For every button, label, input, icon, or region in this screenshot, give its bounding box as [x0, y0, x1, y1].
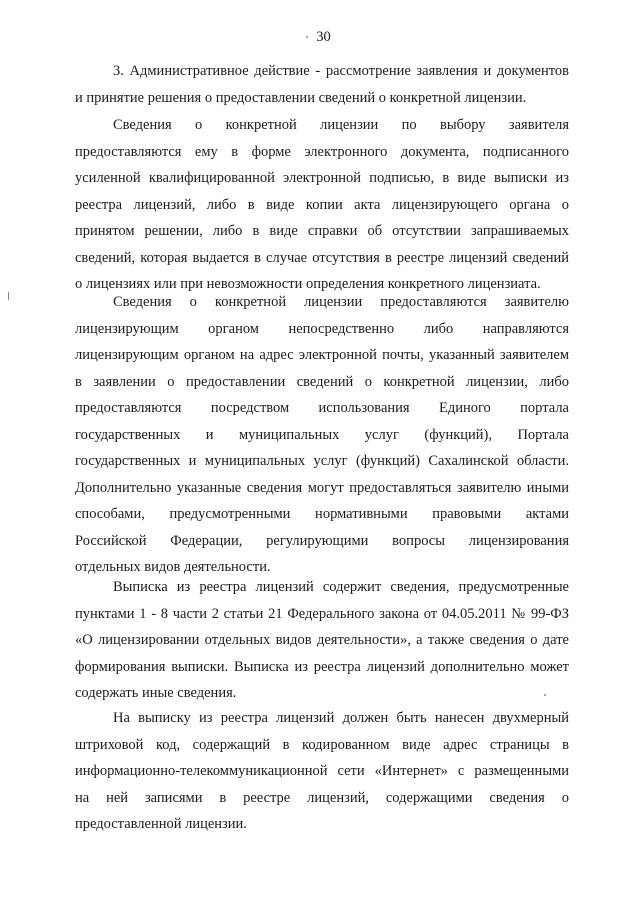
text-line: в заявлении о предоставлении сведений о конкретной лицензии, либо [75, 373, 569, 390]
page-number: 30 [316, 29, 331, 45]
text-line: на ней записями в реестре лицензий, содержащими сведения о [75, 789, 569, 806]
text-line: усиленной квалифицированной электронной подписью, в виде выписки из [75, 170, 569, 186]
text-line: Выписка из реестра лицензий содержит сведения, предусмотренные [113, 579, 569, 595]
paragraph-1 [75, 112, 569, 298]
text-line: формирования выписки. Выписка из реестра лицензий дополнительно может [75, 658, 569, 675]
text-line: На выписку из реестра лицензий должен быть нанесен двухмерный [113, 710, 569, 726]
text-line: содержать иные сведения. [75, 685, 237, 701]
paragraph-2 [75, 289, 569, 581]
text-line: Сведения о конкретной лицензии по выбору заявителя [113, 117, 569, 133]
text-line: и принятие решения о предоставлении сведений о конкретной лицензии. [75, 89, 527, 106]
text-line: лицензирующим органом непосредственно либо направляются [75, 320, 569, 337]
text-line: предоставляются ему в форме электронного документа, подписанного [75, 143, 569, 160]
scan-speck [306, 36, 308, 38]
text-line: о лицензиях или при невозможности определения конкретного лицензиата. [75, 276, 541, 292]
scan-speck [544, 694, 546, 696]
section-3-paragraph [75, 58, 569, 111]
paragraph-4 [75, 705, 569, 838]
text-line: лицензирующим органом на адрес электронной почты, указанный заявителем [75, 347, 569, 363]
text-line: Сведения о конкретной лицензии предоставляются заявителю [113, 294, 569, 310]
text-line: предоставленной лицензии. [75, 816, 247, 832]
text-line: информационно-телекоммуникационной сети «Интернет» с размещенными [75, 763, 569, 779]
text-line: 3. Административное действие - рассмотрение заявления и документов [113, 63, 569, 79]
text-line: предоставляются посредством использования Единого портала [75, 400, 569, 416]
text-line: способами, предусмотренными нормативными правовыми актами [75, 506, 569, 522]
paragraph-3 [75, 574, 569, 707]
text-line: пунктами 1 - 8 части 2 статьи 21 Федерального закона от 04.05.2011 № 99-ФЗ [75, 605, 569, 622]
scan-speck [8, 292, 9, 300]
text-line: принятом решении, либо в виде справки об отсутствии запрашиваемых [75, 223, 569, 239]
text-line: Дополнительно указанные сведения могут предоставляться заявителю иными [75, 479, 569, 496]
text-line: реестра лицензий, либо в виде копии акта лицензирующего органа о [75, 196, 569, 213]
text-line: отдельных видов деятельности. [75, 559, 271, 575]
text-line: государственных и муниципальных услуг (функций), Портала [75, 426, 569, 443]
text-line: государственных и муниципальных услуг (функций) Сахалинской области. [75, 453, 569, 469]
text-line: штриховой код, содержащий в кодированном виде адрес страницы в [75, 736, 569, 753]
text-line: сведений, которая выдается в случае отсутствия в реестре лицензий сведений [75, 249, 569, 266]
text-line: Российской Федерации, регулирующими вопросы лицензирования [75, 532, 569, 549]
text-line: «О лицензировании отдельных видов деятельности», а также сведения о дате [75, 632, 569, 648]
